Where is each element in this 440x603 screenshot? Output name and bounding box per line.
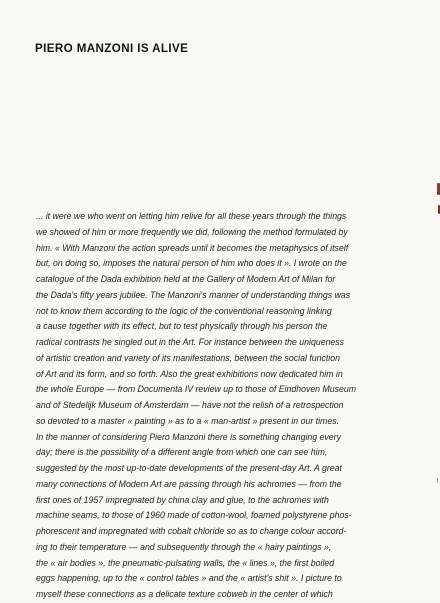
- text-line: of artistic creation and variety of its manifestations, between the social function: [36, 352, 340, 363]
- text-line: In the manner of considering Piero Manzoni there is something changing every: [36, 431, 341, 442]
- text-line: phorescent and impregnated with cobalt chloride so as to change colour accord-: [36, 526, 347, 536]
- text-line: first ones of 1957 impregnated by china clay and glue, to the achromes with: [36, 494, 329, 505]
- text-line: we showed of him or more frequently we did, following the method formulated by: [36, 226, 348, 237]
- page-edge-mark: [437, 478, 438, 483]
- text-line: suggested by the most up-to-date developments of the present-day Art. A great: [36, 463, 342, 473]
- text-line: ... it were we who went on letting him relive for all these years through the things: [36, 211, 347, 221]
- text-line: and of Stedelijk Museum of Amsterdam — have not the relish of a retrospection: [36, 400, 344, 410]
- text-line: ing to their temperature — and subsequently through the « hairy paintings »,: [36, 541, 332, 552]
- text-line: him. « With Manzoni the action spreads until it becomes the metaphysics of itself: [36, 242, 349, 253]
- text-line: the « air bodies », the pneumatic-pulsating walls, the « lines », the first boiled: [36, 557, 335, 568]
- text-line: of Art and its form, and so forth. Also the great exhibitions now dedicated him in: [36, 368, 343, 379]
- text-line: myself these connections as a delicate texture cobweb in the center of which: [36, 589, 333, 599]
- text-line: many connections of Modern Art are passing through his achromes — from the: [36, 478, 342, 489]
- text-line: but, on doing so, imposes the natural person of him who does it ». I wrote on the: [36, 258, 347, 269]
- text-line: the Dada's fifty years jubilee. The Manzoni's manner of understanding things was: [36, 289, 351, 300]
- text-line: day; there is the possibility of a different angle from which one can see him,: [36, 447, 328, 458]
- text-line: machine seams, to those of 1960 made of cotton-wool, foamed polystyrene phos-: [36, 510, 352, 521]
- text-line: catalogue of the Dada exhibition held at the Gallery of Modern Art of Milan for: [36, 274, 336, 284]
- text-line: so devoted to a master « painting » as to a « man-artist » present in our times.: [36, 415, 340, 426]
- text-line: the whole Europe — from Documenta IV review up to those of Eindhoven Museum: [36, 384, 357, 395]
- text-line: not to know them according to the logic of the conventional reasoning linking: [36, 305, 332, 316]
- page-title: PIERO MANZONI IS ALIVE: [35, 42, 189, 55]
- text-line: radical contrasts he singled out in the Art. For instance between the uniqueness: [36, 337, 345, 347]
- text-line: eggs happening, up to the « control tables » and the « artist's shit ». I picture to: [36, 573, 342, 584]
- body-text: [36, 209, 426, 603]
- text-line: a cause together with its effect, but to test physically through his person the: [36, 321, 328, 332]
